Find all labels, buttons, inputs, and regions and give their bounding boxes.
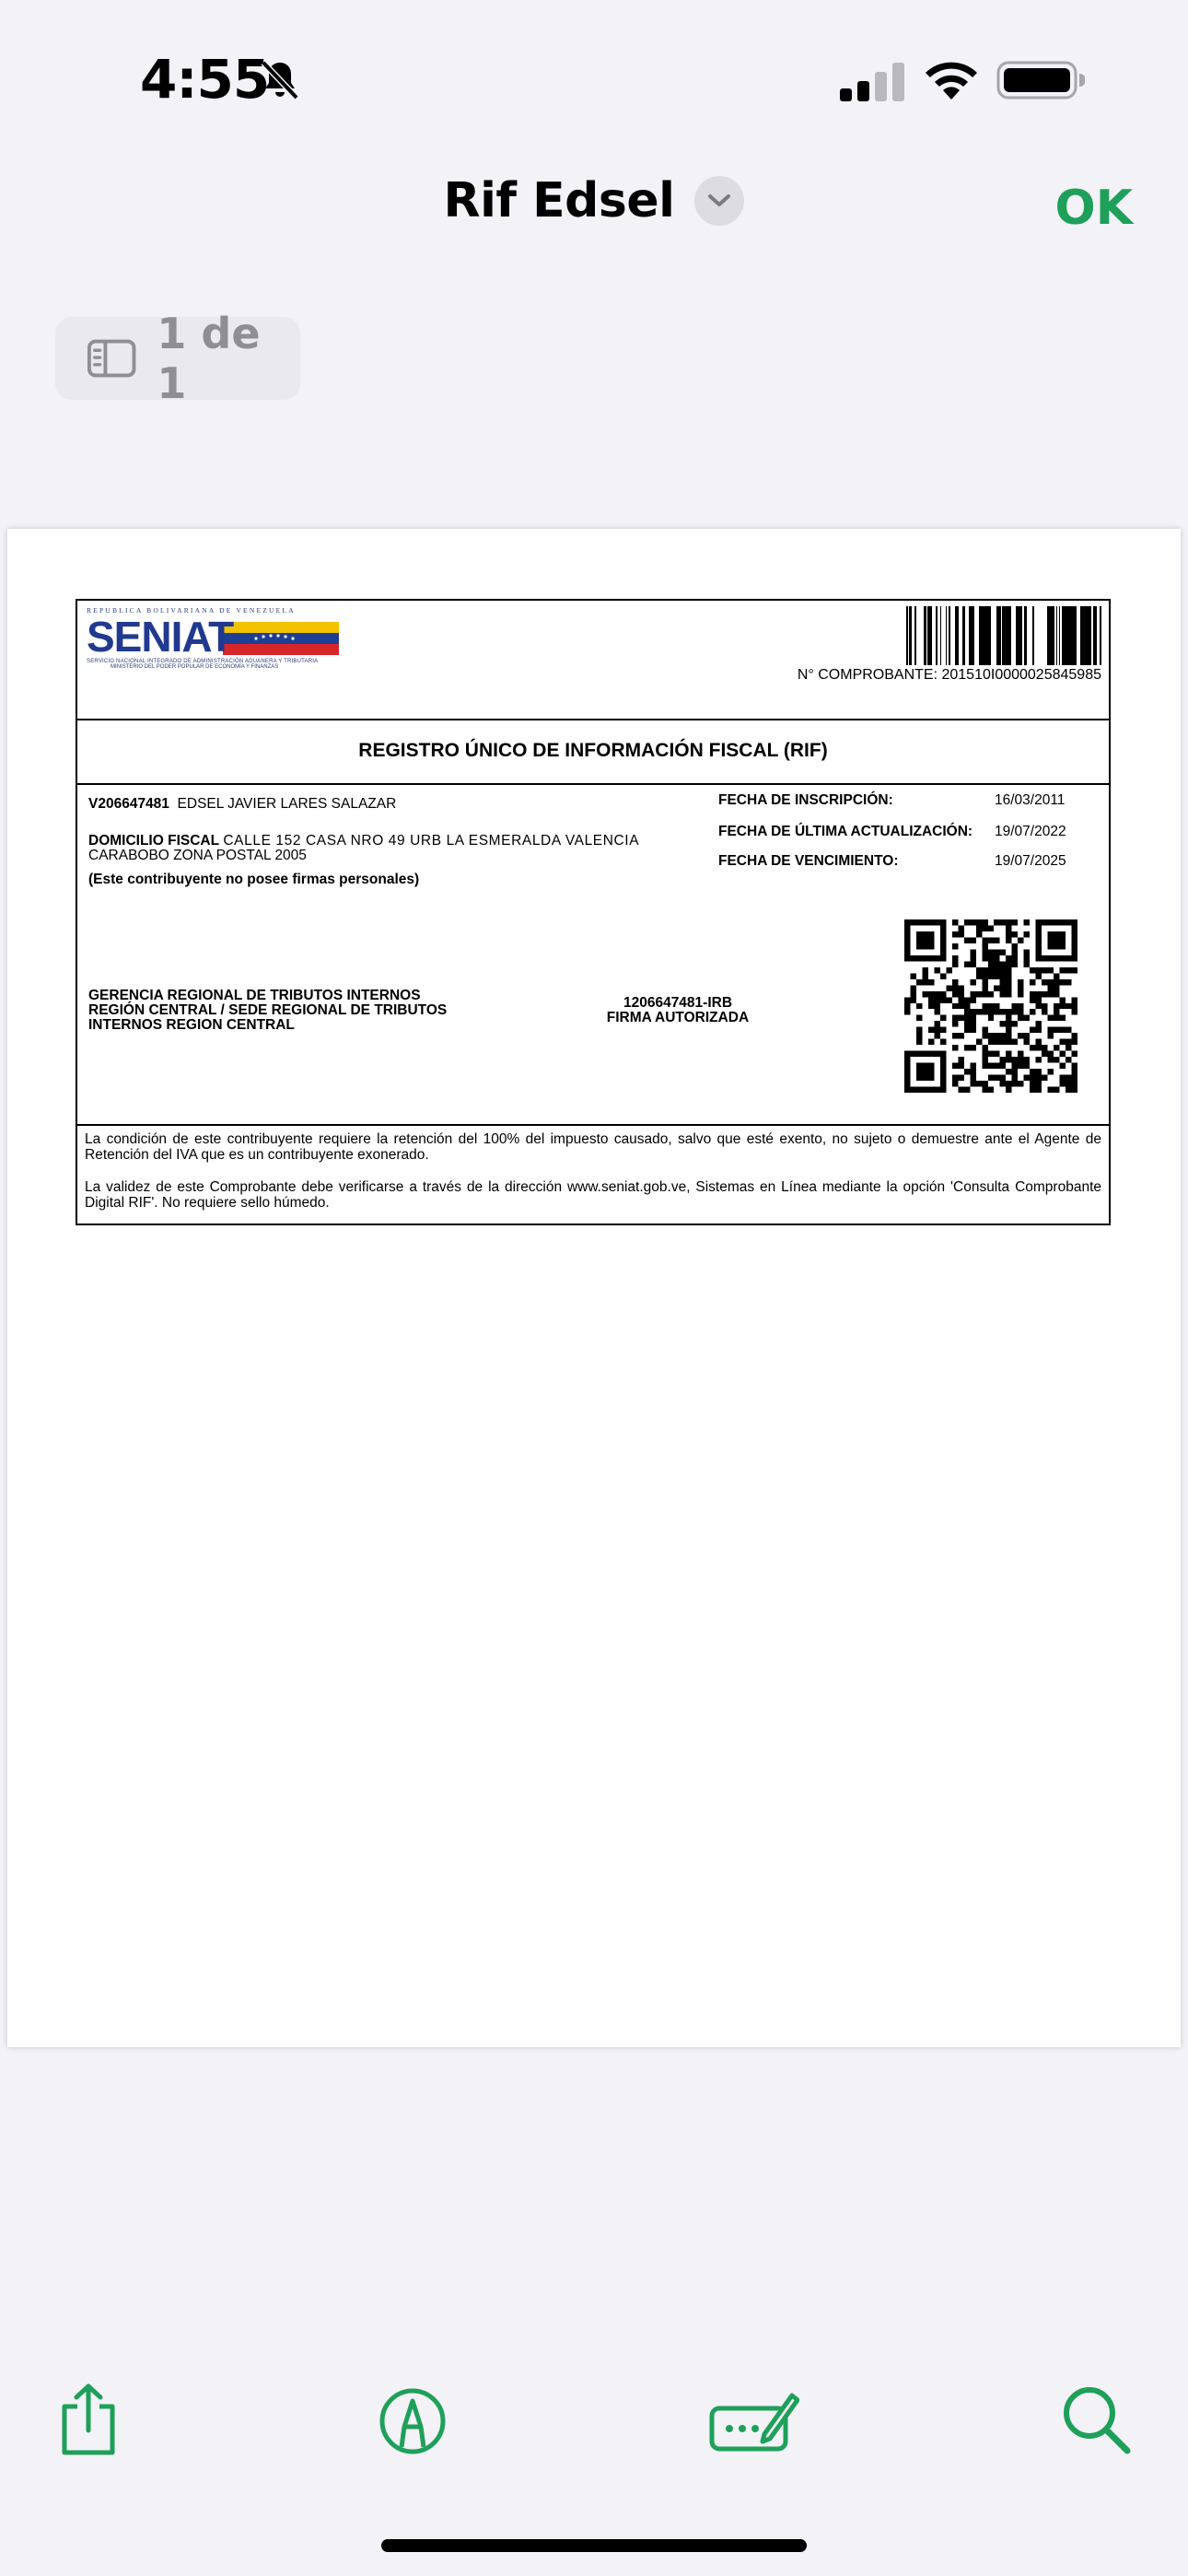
battery-icon [996,59,1085,101]
validity-note: La validez de este Comprobante debe verificarse a través de la dirección www.seniat.gob.ve, Sistemas en Línea mediante la opción 'Consulta Comprobante Digital RIF'. No requiere sello húmedo. [85,1179,1101,1211]
wifi-icon [923,59,980,101]
sidebar-icon [87,338,136,379]
certificate-header [77,601,1109,720]
certificate-body [77,783,1109,1126]
certificate-notes [77,1124,1109,1225]
home-indicator[interactable] [381,2539,807,2552]
logo-word: SENIAT [87,613,234,661]
cellular-signal-icon [840,63,906,103]
certificate-title-row [77,719,1109,785]
fecha-actualizacion-label: FECHA DE ÚLTIMA ACTUALIZACIÓN: [718,824,973,839]
title-menu-button[interactable] [694,176,744,226]
domicilio-line1 [88,833,639,849]
search-icon[interactable] [1059,2383,1133,2456]
retention-note: La condición de este contribuyente requiere la retención del 100% del impuesto causado, salvo que esté exento, no sujeto o demuestre ante el Agente de Retención del IVA que es un contribuyente exonerado. [85,1131,1101,1163]
fecha-vencimiento-label: FECHA DE VENCIMIENTO: [718,853,899,869]
taxpayer-name: EDSEL JAVIER LARES SALAZAR [177,796,397,812]
comprobante-number: N° COMPROBANTE: 201510I0000025845985 [797,667,1101,683]
gerencia-line3: INTERNOS REGION CENTRAL [88,1017,295,1033]
barcode [906,606,1101,665]
firma-code: 1206647481-IRB [623,995,733,1011]
pdf-page[interactable] [7,529,1181,2047]
logo-top-text: REPUBLICA BOLIVARIANA DE VENEZUELA [87,606,296,615]
firmas-note: (Este contribuyente no posee firmas personales) [88,872,420,887]
chevron-down-icon [707,193,731,208]
fecha-inscripcion-label: FECHA DE INSCRIPCIÓN: [718,792,893,808]
rif-certificate [76,599,1111,1225]
share-icon[interactable] [52,2383,125,2456]
logo-sub2: MINISTERIO DEL PODER POPULAR DE ECONOMÍA Y FINANZAS [111,664,279,670]
certificate-title: REGISTRO ÚNICO DE INFORMACIÓN FISCAL (RIF) [358,740,828,761]
bell-muted-icon [258,57,302,101]
fecha-actualizacion-value: 19/07/2022 [995,824,1066,839]
gerencia-line1: GERENCIA REGIONAL DE TRIBUTOS INTERNOS [88,988,421,1003]
signature-icon[interactable] [709,2388,799,2453]
page-indicator[interactable] [55,309,300,408]
domicilio-label: DOMICILIO FISCAL [88,833,220,849]
domicilio-address2: CARABOBO ZONA POSTAL 2005 [88,848,307,863]
markup-icon[interactable] [376,2384,449,2458]
seniat-logo [87,606,341,684]
qr-code [904,919,1077,1093]
domicilio-address1: CALLE 152 CASA NRO 49 URB LA ESMERALDA VALENCIA [223,833,640,849]
gerencia-line2: REGIÓN CENTRAL / SEDE REGIONAL DE TRIBUTOS [88,1002,448,1018]
rif-number: V206647481 [88,796,169,812]
logo-sub1: SERVICIO NACIONAL INTEGRADO DE ADMINISTRACIÓN ADUANERA Y TRIBUTARIA [87,659,319,664]
taxpayer-line [88,796,396,812]
fecha-inscripcion-value: 16/03/2011 [995,792,1066,808]
page-count-label: 1 de 1 [157,309,261,408]
fecha-vencimiento-value: 19/07/2025 [995,853,1066,869]
document-title[interactable]: Rif Edsel [443,173,675,228]
document-title-bar [0,173,1188,228]
ok-button[interactable]: OK [1054,181,1133,236]
firma-label: FIRMA AUTORIZADA [606,1010,750,1025]
status-time: 4:55 [140,48,270,111]
